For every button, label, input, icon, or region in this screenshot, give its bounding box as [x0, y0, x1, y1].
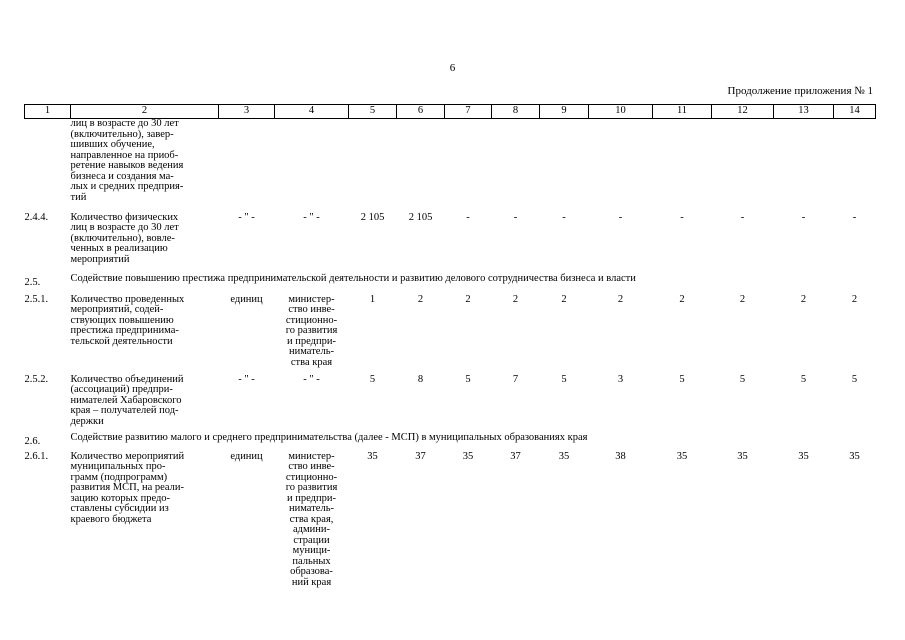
column-header: 6 [397, 105, 445, 119]
column-header: 1 [25, 105, 71, 119]
unit-cell: - " - [238, 211, 255, 223]
value-cell: - [801, 211, 806, 223]
value-cell: - [562, 211, 566, 223]
column-header: 8 [492, 105, 540, 119]
value-cell: 35 [462, 450, 474, 462]
value-cell: 2 [851, 293, 858, 305]
table-row [25, 119, 876, 213]
column-header: 12 [712, 105, 774, 119]
column-header: 10 [589, 105, 653, 119]
indicator-name: Количество мероприятий муниципальных про- грамм (подпрограмм) развития МСП, на реали- зацию которых предо- ставлены субсидии из краевого бюджета [70, 450, 185, 525]
value-cell: 5 [561, 373, 567, 385]
value-cell: - [513, 211, 518, 223]
column-header: 2 [71, 105, 219, 119]
row-number: 2.4.4. [24, 211, 49, 223]
value-cell: 5 [679, 373, 685, 385]
value-cell: 35 [798, 450, 809, 462]
value-cell: - [852, 211, 857, 223]
row-number: 2.5.2. [24, 373, 49, 385]
row-number: 2.6.1. [24, 450, 49, 462]
value-cell: 2 [679, 293, 685, 305]
unit-cell: - " - [238, 373, 255, 385]
value-cell: 35 [676, 450, 688, 462]
value-cell: 2 105 [360, 211, 385, 223]
value-cell: - [466, 211, 470, 223]
value-cell: 5 [369, 373, 376, 385]
value-cell: 2 [617, 293, 624, 305]
value-cell: 2 105 [408, 211, 433, 223]
column-header: 3 [219, 105, 275, 119]
value-cell: - [680, 211, 684, 223]
value-cell: 5 [800, 373, 807, 385]
indicator-name: Количество объединений (ассоциаций) предпри- нимателей Хабаровского края – получателей под- держки [70, 373, 184, 427]
value-cell: 2 [512, 293, 519, 305]
value-cell: 37 [510, 450, 521, 462]
table-row [25, 295, 876, 375]
value-cell: 2 [417, 293, 424, 305]
section-row [25, 274, 876, 295]
value-cell: 35 [367, 450, 378, 462]
value-cell: 7 [512, 373, 519, 385]
column-header: 4 [275, 105, 349, 119]
row-number: 2.5.1. [24, 293, 49, 305]
page-number: 6 [449, 62, 456, 74]
column-header: 9 [540, 105, 589, 119]
table-row [25, 375, 876, 433]
value-cell: 2 [800, 293, 807, 305]
section-row [25, 433, 876, 452]
indicator-name: Количество проведенных мероприятий, содей- ствующих повышению престижа предпринима- тельской деятельности [70, 293, 185, 347]
section-number: 2.5. [24, 276, 41, 288]
indicator-name: лиц в возрасте до 30 лет (включительно), завер- шивших обучение, направленное на приоб- ретение навыков ведения бизнеса и создания ма- лых и средних предприя- тий [70, 118, 184, 203]
unit-cell: единиц [230, 293, 263, 305]
section-title: Содействие развитию малого и среднего предпринимательства (далее - МСП) в муниципальных образованиях края [70, 431, 588, 443]
value-cell: 35 [849, 450, 860, 462]
column-header: 14 [834, 105, 876, 119]
header-row [25, 105, 876, 119]
value-cell: 8 [417, 373, 424, 385]
responsible-cell: - " - [303, 373, 320, 385]
column-header: 7 [445, 105, 492, 119]
table-row [25, 213, 876, 274]
responsible-cell: - " - [303, 211, 320, 223]
value-cell: - [740, 211, 745, 223]
value-cell: 3 [617, 373, 624, 385]
value-cell: 35 [558, 450, 570, 462]
value-cell: 37 [415, 450, 426, 462]
column-header: 5 [349, 105, 397, 119]
indicators-table [24, 104, 876, 596]
column-header: 11 [653, 105, 712, 119]
responsible-cell: министер- ство инве- стиционно- го развития и предпри- ниматель- ства края [285, 293, 338, 368]
section-number: 2.6. [24, 435, 41, 447]
value-cell: 1 [369, 293, 376, 305]
unit-cell: единиц [230, 450, 263, 462]
value-cell: 5 [465, 373, 471, 385]
value-cell: 2 [465, 293, 471, 305]
value-cell: 5 [851, 373, 858, 385]
indicator-name: Количество физических лиц в возрасте до 30 лет (включительно), вовле- ченных в реализацию мероприятий [70, 211, 179, 265]
responsible-cell: министер- ство инве- стиционно- го развития и предпри- ниматель- ства края, админи- страции муници- пальных образова- ний края [285, 450, 338, 588]
value-cell: 2 [561, 293, 567, 305]
table-row [25, 452, 876, 596]
column-header: 13 [774, 105, 834, 119]
value-cell: 2 [739, 293, 746, 305]
continuation-caption: Продолжение приложения № 1 [727, 85, 873, 97]
value-cell: 38 [615, 450, 626, 462]
value-cell: 5 [739, 373, 746, 385]
value-cell: 35 [737, 450, 748, 462]
section-title: Содействие повышению престижа предпринимательской деятельности и развитию делового сотрудничества бизнеса и власти [70, 272, 636, 284]
value-cell: - [618, 211, 623, 223]
